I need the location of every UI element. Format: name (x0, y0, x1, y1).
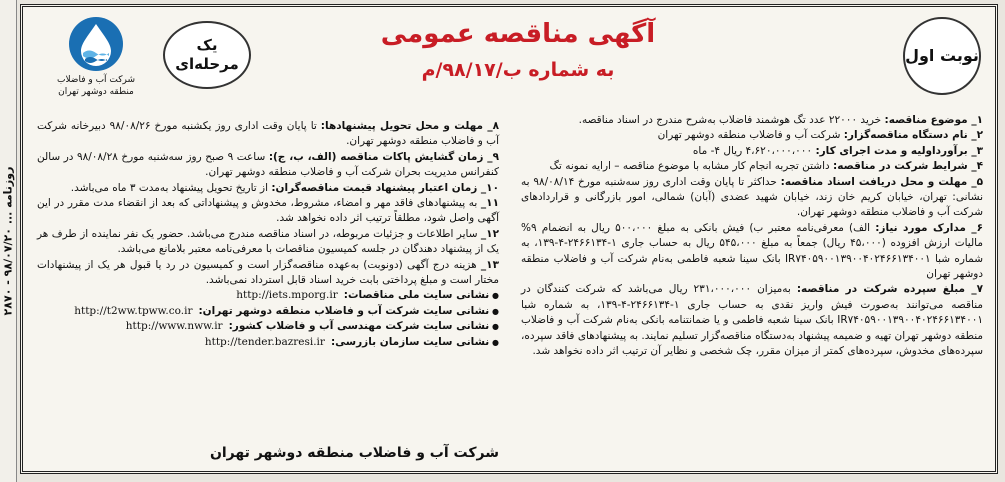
clause-9: ۹_ زمان گشایش پاکات مناقصه (الف، ب، ج): ساعت ۹ صبح روز سه‌شنبه مورخ ۹۸/۰۸/۲۸ در سالن کنفرانس مدیریت بحران شرکت آب و فاضلاب منطقه دوشهر تهران. (37, 150, 499, 179)
clause-2: ۲_ نام دستگاه مناقصه‌گزار: شرکت آب و فاضلاب منطقه دوشهر تهران (657, 129, 983, 142)
clause-3: ۳_ برآورداولیه و مدت اجرای کار: ۴،۶۲۰،۰۰۰،۰۰۰ ریال ۴- ماه (692, 144, 983, 157)
issuer-signature: شرکت آب و فاضلاب منطقه دوشهر تهران (209, 445, 499, 461)
notice-number: به شماره ب/۹۸/۱۷/م (421, 59, 615, 81)
clause-1: ۱_ موضوع مناقصه: خرید ۲۲۰۰۰ عدد تگ هوشمند فاضلاب به‌شرح مندرج در اسناد مناقصه. (578, 114, 983, 126)
tender-notice-frame (20, 4, 998, 474)
site-national-water-link[interactable]: http://www.nww.ir (125, 320, 223, 333)
newspaper-date-label: روزنامه ... ۹۸/۰۷/۲۰ - ۲۸۷۰ (1, 166, 15, 316)
site-inspection-link[interactable]: http://tender.bazresi.ir (204, 335, 325, 348)
clause-8: ۸_ مهلت و محل تحویل پیشنهادها: تا پایان وقت اداری روز یکشنبه مورخ ۹۸/۰۸/۲۶ دبیرخانه شرکت آب و فاضلاب منطقه دوشهر تهران. (37, 120, 500, 148)
clause-11: ۱۱_ به پیشنهادهای فاقد مهر و امضاء، مشروط، مخدوش و پیشنهاداتی که بعد از انقضاء مدت مقرر در این آگهی واصل شود، مطلقاً ترتیب اثر داده نخواهد شد. (37, 197, 499, 225)
site-inspection: ● نشانی سایت سازمان بازرسی: http://tender.bazresi.ir (37, 335, 499, 350)
clause-4: ۴_ شرایط شرکت در مناقصه: داشتن تجربه انجام کار مشابه با موضوع مناقصه – ارایه نمونه تگ (549, 160, 983, 173)
site-national-water: ● نشانی سایت شرکت مهندسی آب و فاضلاب کشور: http://www.nww.ir (37, 319, 499, 334)
site-national-tenders-link[interactable]: http://iets.mporg.ir (236, 289, 338, 302)
company-logo (37, 15, 155, 98)
notice-column-right (521, 113, 983, 360)
single-stage-badge: یک مرحله‌ای (163, 21, 251, 89)
water-drop-icon (67, 15, 125, 73)
clause-13: ۱۳_ هزینه درج آگهی (دونوبت) به‌عهده مناقصه‌گزار است و کمیسیون در رد یا قبول هر یک از پیشنهادات مختار است و مبلغ پرداختی بابت خرید اسناد قابل استرداد نمی‌باشد. (37, 258, 499, 287)
notice-column-left (37, 119, 499, 350)
newspaper-side-strip (0, 0, 17, 482)
clause-5: ۵_ مهلت و محل دریافت اسناد مناقصه: حداکثر تا پایان وقت اداری روز سه‌شنبه مورخ ۹۸/۰۸/۱۴ به نشانی: تهران، خیابان کریم خان زند، خیابان شهید عضدی (آبان) شمالی، امور بازرگانی و قراردادهای شرکت آب و فاضلاب منطقه دوشهر تهران. (521, 175, 984, 219)
notice-title: آگهی مناقصه عمومی (380, 19, 656, 49)
clause-6: ۶_ مدارک مورد نیاز: الف) معرفی‌نامه معتبر ب) فیش بانکی به مبلغ ۵۰۰،۰۰۰ ریال به انضمام ۹% مالیات ارزش افزوده (۴۵،۰۰۰ ریال) جمعاً به مبلغ ۵۴۵،۰۰۰ ریال به حساب جاری ۱-۲۴۶۶۱۳۴-۴-۱۳۹، به شماره شبا IR۷۴۰۵۹۰۰۱۳۹۰۰۴۰۲۴۶۶۱۳۴۰۰۱ بانک سینا شعبه فاطمی به‌نام شرکت آب و فاضلاب منطقه دوشهر تهران (521, 221, 984, 281)
site-company-link[interactable]: http://t2ww.tpww.co.ir (74, 304, 193, 317)
site-company: ● نشانی سایت شرکت آب و فاضلاب منطقه دوشهر تهران: http://t2ww.tpww.co.ir (37, 304, 499, 319)
logo-text-line2: منطقه دوشهر تهران (58, 86, 134, 97)
first-round-badge: نوبت اول (903, 17, 981, 95)
clause-10: ۱۰_ زمان اعتبار پیشنهاد قیمت مناقصه‌گران: از تاریخ تحویل پیشنهاد به‌مدت ۳ ماه می‌باشد. (70, 181, 499, 194)
clause-12: ۱۲_ سایر اطلاعات و جزئیات مربوطه، در اسناد مناقصه مندرج می‌باشد. حضور یک نفر نماینده از طرف هر یک از پیشنهاد دهندگان در جلسه کمیسیون مناقصات با معرفی‌نامه معتبر بلامانع می‌باشد. (37, 227, 499, 256)
clause-7: ۷_ مبلغ سپرده شرکت در مناقصه: به‌میزان ۲۳۱،۰۰۰،۰۰۰ ریال می‌باشد که شرکت کنندگان در مناقصه می‌توانند به‌صورت فیش واریز نقدی به حساب جاری ۱-۲۴۶۶۱۳۴-۴-۱۳۹، به شماره شبا IR۷۴۰۵۹۰۰۱۳۹۰۰۴۰۲۴۶۶۱۳۴۰۰۱ بانک سینا شعبه فاطمی و یا ضمانتنامه بانکی به‌نام شرکت آب و فاضلاب منطقه دوشهر تهران تهیه و ضمیمه پیشنهاد به‌دستگاه مناقصه‌گزار تسلیم نمایند. به پیشنهادهای فاقد سپرده، سپرده‌های مخدوش، سپرده‌های کمتر از میزان مقرر، چک شخصی و نظایر آن ترتیب اثر داده نخواهد شد. (521, 283, 983, 358)
logo-text-line1: شرکت آب و فاضلاب (56, 75, 136, 85)
site-national-tenders: ● نشانی سایت ملی مناقصات: http://iets.mporg.ir (37, 288, 499, 303)
